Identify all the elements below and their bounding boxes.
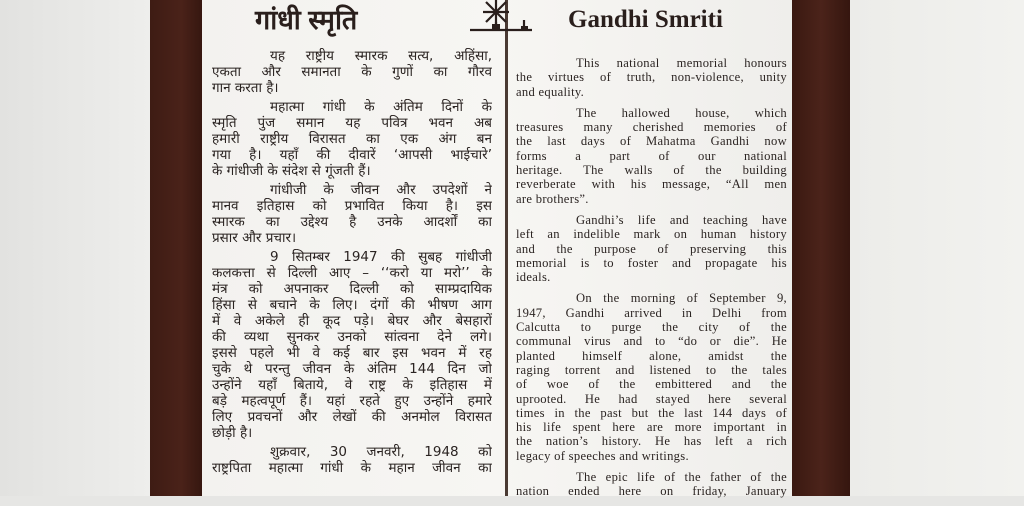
text-line: and the purpose of preserving this bbox=[516, 241, 787, 256]
text-line: मानव इतिहास को प्रभावित किया है। इस bbox=[212, 198, 492, 214]
text-line: 1947, Gandhi arrived in Delhi from bbox=[516, 305, 787, 320]
hindi-text-column bbox=[212, 48, 492, 479]
text-line: की व्यथा सुनकर उनको सांत्वना देने लगे। bbox=[212, 329, 492, 345]
text-line: छोड़ी है। bbox=[212, 425, 253, 441]
text-line: राष्ट्रपिता महात्मा गांधी के महान जीवन का bbox=[212, 460, 492, 476]
wall-right bbox=[850, 0, 1024, 496]
text-line: his life spent here are more important in bbox=[516, 420, 787, 435]
text-line: This national memorial honours bbox=[576, 56, 787, 70]
paragraph bbox=[516, 213, 787, 284]
text-line: में वे अकेले ही कूद पड़े। बेघर और बेसहारों bbox=[212, 313, 492, 329]
title-english: Gandhi Smriti bbox=[568, 6, 723, 33]
column-divider bbox=[505, 0, 508, 496]
paragraph bbox=[516, 56, 787, 99]
text-line: times in the past but the last 144 days of bbox=[516, 405, 787, 420]
text-line: legacy of speeches and writings. bbox=[516, 448, 689, 463]
text-line: of woe of the embittered and the bbox=[516, 377, 787, 392]
charkha-logo-icon bbox=[466, 0, 536, 34]
text-line: communal virus and to “do or die”. He bbox=[516, 334, 787, 349]
wooden-frame-left bbox=[150, 0, 202, 496]
text-line: लिए प्रवचनों और लेखों की अनमोल विरासत bbox=[212, 409, 492, 425]
text-line: the nation’s history. He has left a rich bbox=[516, 434, 787, 449]
paragraph bbox=[516, 106, 787, 206]
text-line: memorial is to foster and propagate his bbox=[516, 255, 787, 270]
text-line: the last days of Mahatma Gandhi now bbox=[516, 134, 787, 149]
text-line: यह राष्ट्रीय स्मारक सत्य, अहिंसा, bbox=[270, 48, 492, 64]
paragraph bbox=[516, 291, 787, 463]
text-line: महात्मा गांधी के अंतिम दिनों के bbox=[270, 99, 492, 115]
text-line: reverberate with his message, “All men bbox=[516, 177, 787, 192]
text-line: treasures many cherished memories of bbox=[516, 120, 787, 135]
text-line: इससे पहले भी वे कई बार इस भवन में रह bbox=[212, 345, 492, 361]
text-line: मंत्र को अपनाकर दिल्ली को साम्प्रदायिक bbox=[212, 281, 492, 297]
paragraph bbox=[212, 99, 492, 179]
english-text-column bbox=[516, 56, 787, 506]
text-line: कलकत्ता से दिल्ली आए – ‘‘करो या मरो’’ के bbox=[212, 265, 492, 281]
paragraph bbox=[212, 48, 492, 96]
text-line: बड़े महत्वपूर्ण हैं। यहां रहते हुए उन्होंने हमारे bbox=[212, 393, 492, 409]
text-line: चुके थे परन्तु जीवन के अंतिम 144 दिन जो bbox=[212, 361, 492, 377]
wall-left bbox=[0, 0, 152, 496]
text-line: The epic life of the father of the bbox=[576, 470, 787, 485]
wooden-frame-right bbox=[792, 0, 850, 496]
paragraph bbox=[516, 470, 787, 499]
text-line: स्मारक का उद्देश्य है उनके आदर्शों का bbox=[212, 214, 492, 230]
paragraph bbox=[212, 444, 492, 476]
text-line: गांधीजी के जीवन और उपदेशों ने bbox=[270, 182, 492, 198]
text-line: शुक्रवार, 30 जनवरी, 1948 को bbox=[270, 444, 492, 460]
text-line: स्मृति पुंज समान यह पवित्र भवन अब bbox=[212, 115, 492, 131]
text-line: गया है। यहाँ की दीवारें ‘आपसी भाईचारे’ bbox=[212, 147, 492, 163]
text-line: Calcutta to purge the city of the bbox=[516, 320, 787, 335]
text-line: प्रसार और प्रचार। bbox=[212, 230, 297, 246]
title-hindi: गांधी स्मृति bbox=[255, 5, 358, 35]
paragraph bbox=[212, 249, 492, 441]
text-line: are brothers”. bbox=[516, 191, 589, 206]
text-line: गान करता है। bbox=[212, 80, 279, 96]
text-line: ideals. bbox=[516, 270, 551, 285]
text-line: the virtues of truth, non-violence, unity bbox=[516, 70, 787, 85]
text-line: heritage. The walls of the building bbox=[516, 163, 787, 178]
text-line: उन्होंने यहाँ बिताये, वे राष्ट्र के इतिहास में bbox=[212, 377, 492, 393]
text-line: 9 सितम्बर 1947 की सुबह गांधीजी bbox=[270, 249, 492, 265]
text-line: Gandhi’s life and teaching have bbox=[576, 212, 787, 227]
text-line: raging torrent and listened to the tales bbox=[516, 362, 787, 377]
text-line: uprooted. He had stayed here several bbox=[516, 391, 787, 406]
text-line: and equality. bbox=[516, 84, 585, 99]
paragraph bbox=[212, 182, 492, 246]
text-line: On the morning of September 9, bbox=[576, 291, 787, 306]
text-line: planted himself alone, amidst the bbox=[516, 348, 787, 363]
text-line: एकता और समानता के गुणों का गौरव bbox=[212, 64, 492, 80]
text-line: forms a part of our national bbox=[516, 148, 787, 163]
text-line: के गांधीजी के संदेश से गूंजती हैं। bbox=[212, 163, 371, 179]
text-line: हिंसा से बचाने के लिए। दंगों की भीषण आग bbox=[212, 297, 492, 313]
text-line: हमारी राष्ट्रीय विरासत का एक अंग बन bbox=[212, 131, 492, 147]
text-line: nation ended here on friday, January bbox=[516, 484, 787, 499]
text-line: left an indelible mark on human history bbox=[516, 227, 787, 242]
text-line: The hallowed house, which bbox=[576, 105, 787, 120]
